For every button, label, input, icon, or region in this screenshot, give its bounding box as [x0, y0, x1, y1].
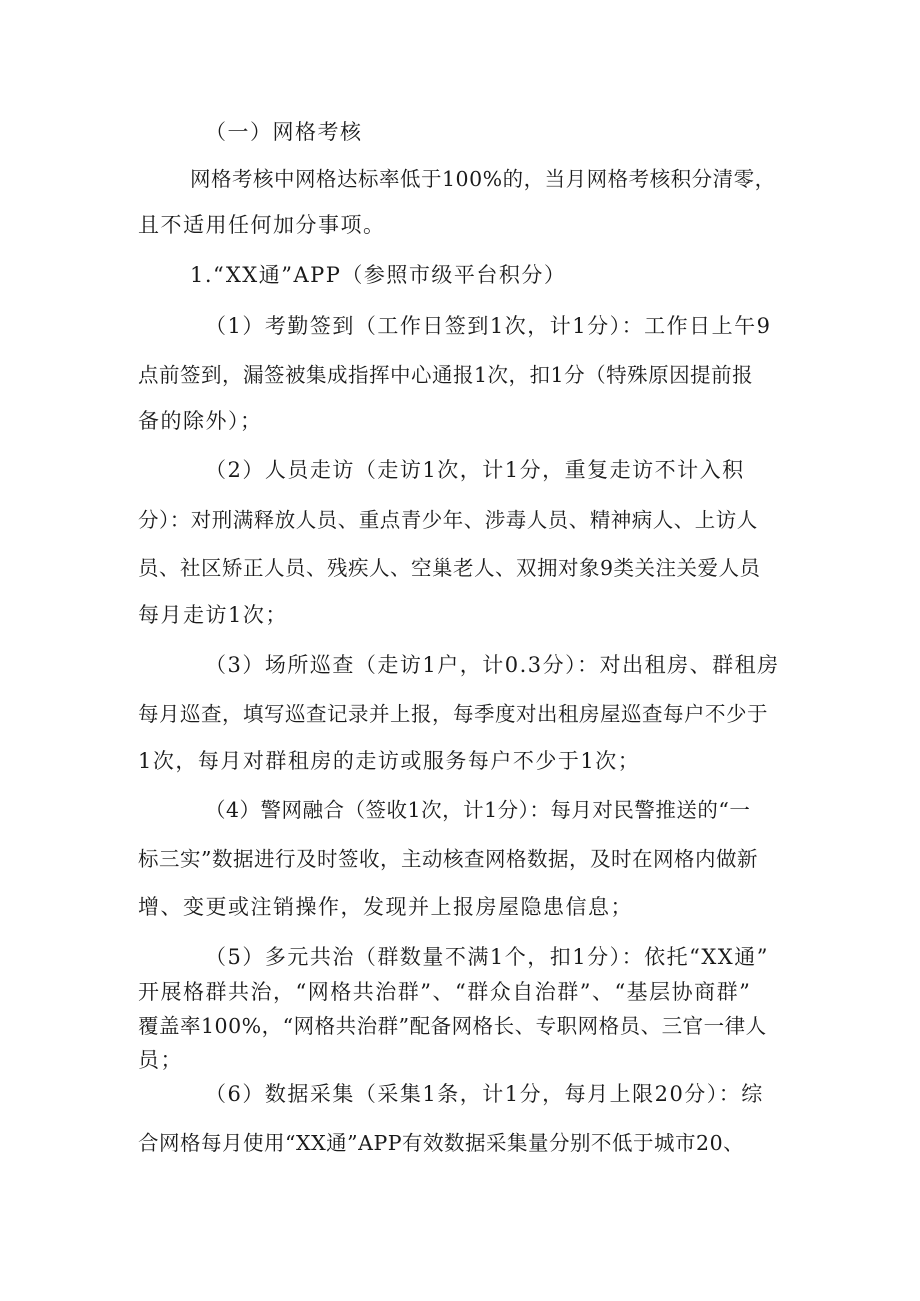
- p3-line-3: 1次，每月对群租房的走访或服务每户不少于1次；: [138, 749, 641, 773]
- p4-line-3: 增、变更或注销操作，发现并上报房屋隐患信息；: [138, 895, 633, 919]
- p6-line-2: 合网格每月使用“XX通”APP有效数据采集量分别不低于城市20、: [138, 1131, 745, 1155]
- p1-line-2: 点前签到，漏签被集成指挥中心通报1次，扣1分（特殊原因提前报: [138, 363, 754, 387]
- p4-line-1: （4）警网融合（签收1次，计1分）：每月对民警推送的“一: [205, 798, 751, 822]
- p2-line-2: 分）：对刑满释放人员、重点青少年、涉毒人员、精神病人、上访人: [138, 508, 758, 532]
- intro-line-2: 且不适用任何加分事项。: [138, 213, 386, 237]
- p5-line-3: 覆盖率100%，“网格共治群”配备网格长、专职网格员、三官一律人: [138, 1014, 767, 1038]
- p5-line-2: 开展格群共治，“网格共治群”、“群众自治群”、“基层协商群”: [138, 980, 752, 1004]
- p1-line-3: 备的除外）；: [138, 409, 263, 433]
- p6-line-1: （6）数据采集（采集1条，计1分，每月上限20分）：综: [205, 1082, 764, 1106]
- item1-title: 1.“XX通”APP（参照市级平台积分）: [190, 263, 567, 287]
- p1-line-1: （1）考勤签到（工作日签到1次，计1分）：工作日上午9: [205, 314, 772, 338]
- p5-line-4: 员；: [138, 1048, 183, 1072]
- p2-line-3: 员、社区矫正人员、残疾人、空巢老人、双拥对象9类关注关爱人员: [138, 556, 761, 580]
- p2-line-1: （2）人员走访（走访1次，计1分，重复走访不计入积: [205, 458, 745, 482]
- p2-line-4: 每月走访1次；: [138, 603, 288, 627]
- p5-line-1: （5）多元共治（群数量不满1个，扣1分）：依托“XX通”: [205, 945, 769, 969]
- p3-line-1: （3）场所巡查（走访1户，计0.3分）：对出租房、群租房: [205, 653, 780, 677]
- p3-line-2: 每月巡查，填写巡查记录并上报，每季度对出租房屋巡查每户不少于: [138, 702, 768, 726]
- p4-line-2: 标三实”数据进行及时签收，主动核查网格数据，及时在网格内做新: [138, 847, 758, 871]
- intro-line-1: 网格考核中网格达标率低于100%的，当月网格考核积分清零，: [190, 167, 776, 191]
- section-title: （一）网格考核: [205, 120, 363, 144]
